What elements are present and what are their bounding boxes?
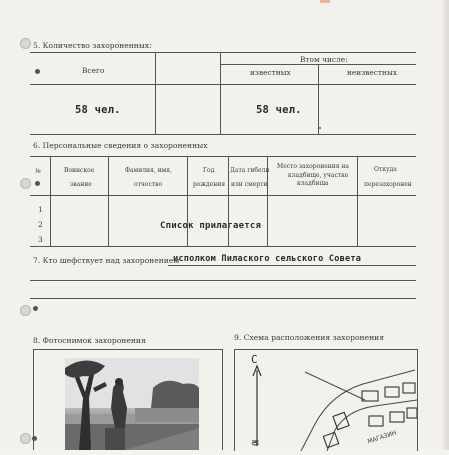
photo-frame-line [222, 349, 223, 450]
paper-mark [320, 0, 330, 3]
north-label: С [251, 353, 258, 366]
total-value: 58 чел. [75, 104, 121, 116]
known-value: 58 чел. [256, 104, 302, 116]
location-schema [234, 349, 418, 451]
table-line [30, 195, 416, 196]
patron-value: исполком Пилаского сельского Совета [173, 254, 362, 264]
table-line [50, 156, 51, 246]
col-number-header: № [35, 168, 41, 175]
table-line [30, 52, 416, 53]
col-origin-header-1: Откуда [374, 166, 397, 173]
table-line [220, 52, 221, 134]
col-place-header-3: кладбища [297, 180, 329, 187]
col-death-header-2: или смерти [231, 181, 268, 188]
list-attached-note: Список прилагается [160, 221, 262, 231]
south-label: Ю [248, 440, 259, 446]
punch-mark [35, 69, 40, 74]
ink-speck [319, 127, 321, 129]
row-number: 1 [38, 205, 43, 214]
table-line [318, 64, 319, 134]
col-rank-header-1: Воинское [64, 167, 95, 174]
memorial-photo-image [65, 358, 199, 450]
col-origin-header-2: перезахоронен [364, 181, 412, 188]
punch-mark [35, 181, 40, 186]
section-6-title: 6. Персональные сведения о захороненных [33, 141, 208, 150]
punch-hole [20, 178, 31, 189]
punch-hole [20, 305, 31, 316]
punch-hole [20, 433, 31, 444]
form-line [168, 265, 416, 266]
table-line [357, 156, 358, 246]
col-rank-header-2: звание [70, 181, 92, 188]
punch-mark [33, 306, 38, 311]
row-number: 3 [38, 235, 43, 244]
table-line [30, 134, 416, 135]
col-death-header-1: Дата гибели [230, 167, 270, 174]
photo-frame-line [33, 349, 34, 450]
form-line [30, 280, 416, 281]
table-line [155, 52, 156, 134]
col-year-header-1: Год [203, 167, 215, 174]
memorial-photo [65, 358, 199, 450]
section-7-label: 7. Кто шефствует над захоронением [33, 256, 180, 265]
col-place-header-1: Место захоронения на [277, 163, 350, 170]
col-place-header-2: кладбище, участке [288, 172, 349, 179]
section-8-title: 8. Фотоснимок захоронения [33, 336, 146, 345]
col-unknown-header: неизвестных [347, 68, 397, 77]
col-known-header: известных [250, 68, 291, 77]
section-5-title: 5. Количество захороненных: [33, 41, 152, 50]
punch-hole [20, 38, 31, 49]
table-line [30, 156, 416, 157]
table-line [228, 156, 229, 246]
table-line [30, 246, 416, 247]
col-name-header-1: Фамилия, имя, [125, 167, 172, 174]
col-year-header-2: рождения [193, 181, 226, 188]
col-total-header: Всего [82, 66, 105, 75]
table-line [30, 84, 416, 85]
section-9-title: 9. Схема расположения захоронения [234, 333, 384, 342]
photo-frame-line [33, 349, 223, 350]
form-line [30, 298, 416, 299]
row-number: 2 [38, 220, 43, 229]
table-line [187, 156, 188, 246]
page-edge [443, 0, 449, 450]
col-including-header: Втом числе: [300, 55, 348, 64]
shop-label: МАГАЗИН [366, 429, 398, 446]
col-name-header-2: отчество [134, 181, 163, 188]
table-line [108, 156, 109, 246]
